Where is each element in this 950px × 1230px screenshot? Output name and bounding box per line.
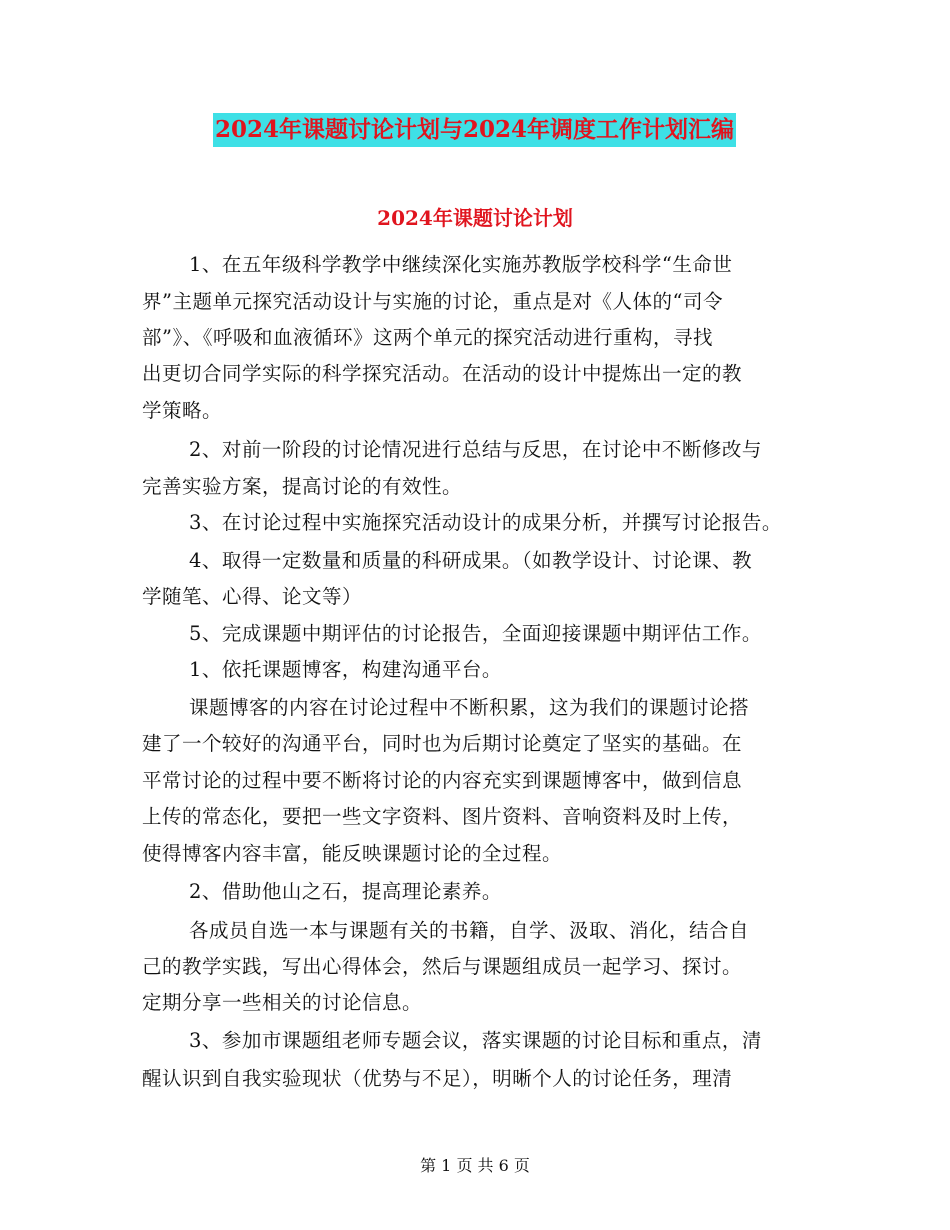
body-line: 2、对前一阶段的讨论情况进行总结与反思，在讨论中不断修改与 bbox=[189, 438, 762, 461]
body-line: 各成员自选一本与课题有关的书籍，自学、汲取、消化，结合自 bbox=[189, 919, 750, 942]
body-line: 界”主题单元探究活动设计与实施的讨论，重点是对《人体的“司令 bbox=[142, 290, 723, 313]
body-line: 使得博客内容丰富，能反映课题讨论的全过程。 bbox=[142, 842, 563, 865]
body-line: 学随笔、心得、论文等） bbox=[142, 585, 363, 608]
page-number-footer: 第 1 页 共 6 页 bbox=[420, 1156, 530, 1175]
document-title: 2024年课题讨论计划与2024年调度工作计划汇编 bbox=[213, 113, 736, 147]
body-line: 上传的常态化，要把一些文字资料、图片资料、音响资料及时上传， bbox=[142, 805, 743, 828]
body-line: 3、参加市课题组老师专题会议，落实课题的讨论目标和重点，清 bbox=[189, 1029, 762, 1052]
body-line: 1、依托课题博客，构建沟通平台。 bbox=[189, 658, 502, 681]
body-line: 课题博客的内容在讨论过程中不断积累，这为我们的课题讨论搭 bbox=[189, 696, 750, 719]
section-title: 2024年课题讨论计划 bbox=[377, 206, 573, 230]
body-line: 完善实验方案，提高讨论的有效性。 bbox=[142, 475, 463, 498]
body-line: 出更切合同学实际的科学探究活动。在活动的设计中提炼出一定的教 bbox=[142, 362, 743, 385]
body-line: 1、在五年级科学教学中继续深化实施苏教版学校科学“生命世 bbox=[189, 253, 733, 276]
body-line: 5、完成课题中期评估的讨论报告，全面迎接课题中期评估工作。 bbox=[189, 622, 762, 645]
body-line: 平常讨论的过程中要不断将讨论的内容充实到课题博客中，做到信息 bbox=[142, 769, 743, 792]
body-line: 建了一个较好的沟通平台，同时也为后期讨论奠定了坚实的基础。在 bbox=[142, 732, 743, 755]
body-line: 4、取得一定数量和质量的科研成果。（如教学设计、讨论课、教 bbox=[189, 549, 753, 572]
body-line: 定期分享一些相关的讨论信息。 bbox=[142, 991, 423, 1014]
body-line: 己的教学实践，写出心得体会，然后与课题组成员一起学习、探讨。 bbox=[142, 955, 743, 978]
body-line: 学策略。 bbox=[142, 399, 223, 422]
body-line: 部”》、《呼吸和血液循环》这两个单元的探究活动进行重构，寻找 bbox=[142, 326, 713, 349]
body-line: 3、在讨论过程中实施探究活动设计的成果分析，并撰写讨论报告。 bbox=[189, 511, 782, 534]
body-line: 2、借助他山之石，提高理论素养。 bbox=[189, 880, 502, 903]
body-line: 醒认识到自我实验现状（优势与不足），明晰个人的讨论任务，理清 bbox=[142, 1067, 733, 1090]
